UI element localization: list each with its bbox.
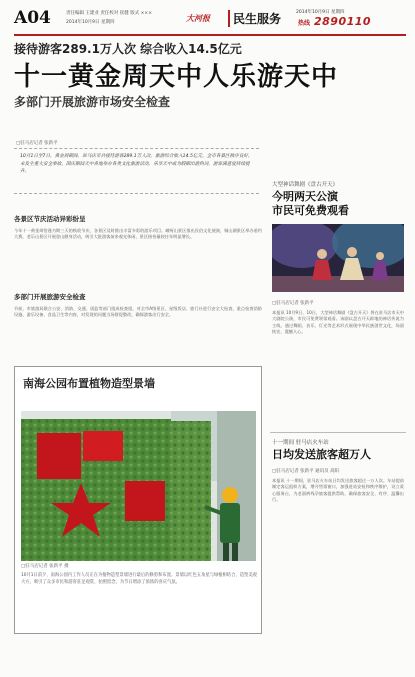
lead-paragraph-box	[14, 148, 259, 194]
story2-byline: □驻马店记者 张新平 通讯员 高阳	[272, 469, 340, 474]
article-byline: □驻马店记者 张新平	[16, 141, 58, 146]
newspaper-brand: 大河报	[186, 13, 210, 23]
article-kicker: 接待游客289.1万人次 综合收入14.5亿元	[14, 42, 242, 56]
stage-performance-illustration	[272, 224, 404, 292]
opera-stage-photo	[272, 224, 404, 292]
article-subhead: 多部门开展旅游市场安全检查	[14, 95, 171, 109]
column-divider	[270, 432, 406, 433]
story1-headline-line2: 市民可免费观看	[272, 204, 349, 217]
lead-paragraph: 10月1日至7日，黄金周期间，驻马店市共接待游客289.1万人次，旅游综合收入14.5亿元。全市各景区秩序良好，未发生重大安全事故。国庆期间天中各地举办各类文化旅游活动，乐享天中成为假期出游热词，游客满意度持续提升。	[20, 154, 253, 175]
story1-label: 大型神话舞剧《盘古开天》	[272, 182, 339, 188]
story2-label: 十一期间 驻马店火车站	[272, 440, 329, 446]
photo-feature-title: 南海公园布置植物造型景墙	[23, 377, 155, 390]
story1-headline-line1: 今明两天公演	[272, 190, 338, 203]
section-subtitle-1: 各景区节庆活动异彩纷呈	[14, 215, 86, 223]
photo-feature-box	[14, 366, 262, 634]
article-body-2: 节前，市旅游局联合公安、消防、交通、质监等部门组成检查组，对全市A级景区、星级饭店、旅行社进行安全大检查，重点检查消防设施、游乐设备、食品卫生等内容，对发现的问题当场督促整改，确保游客出行安全。	[14, 306, 262, 318]
issue-date: 2014年10月9日 星期四	[66, 20, 115, 25]
page-header	[14, 6, 406, 36]
hotline-number: 2890110	[314, 15, 372, 28]
story2-headline: 日均发送旅客超万人	[272, 448, 371, 461]
story1-byline: □驻马店记者 张新平	[272, 301, 314, 306]
story2-body: 本报讯 十一期间，驻马店火车站日均发送旅客超过一万人次。车站提前制定客运组织方案，增开售票窗口，加强进站安检和秩序维护，设立爱心服务台，为老弱病残孕旅客提供帮助，确保旅客安全、有序、温馨出行。	[272, 478, 404, 503]
article-headline: 十一黄金周天中人乐游天中	[14, 62, 339, 92]
plant-wall-illustration	[21, 411, 256, 561]
editor-credits: 责任编辑 王建业 责任校对 崔健 版式 ×××	[66, 11, 152, 16]
hotline-label: 热线	[298, 20, 311, 27]
section-subtitle-2: 多部门开展旅游安全检查	[14, 293, 86, 301]
photo-plant-wall	[21, 411, 256, 561]
article-body-1: 今年十一黄金周恰逢为期三天的秋收节庆，各景区及时推出丰富多彩的游乐项目。嵖岈山景区推出民俗文化展演，铜山湖景区举办垂钓大赛，老乐山景区开展登山健身活动，吸引大批游客前来观光休闲，景区接待量较往年明显增长。	[14, 228, 262, 240]
photo-byline: □驻马店记者 张新平 摄	[21, 564, 69, 569]
photo-caption: 10月1日前夕，南海公园内工作人员正在为植物造型景墙进行最后的修剪和布置。景墙以红色五角星与绿植相结合，造型美观大方，吸引了众多市民和游客驻足观赏、拍照留念，为节日增添了浓浓的喜庆气氛。	[21, 573, 257, 585]
header-date-right: 2014年10月9日 星期四	[296, 10, 345, 15]
story1-body: 本报讯 10月9日、10日，大型神话舞剧《盘古开天》将在驻马店市天中大剧院公演，市民可免费领票观看。该剧以盘古开天辟地的神话传说为主线，通过舞蹈、音乐、灯光等艺术形式展现中华民族创世文化，场面恢宏，震撼人心。	[272, 310, 404, 335]
page-number: A04	[14, 8, 51, 28]
section-title: 民生服务	[228, 10, 281, 27]
